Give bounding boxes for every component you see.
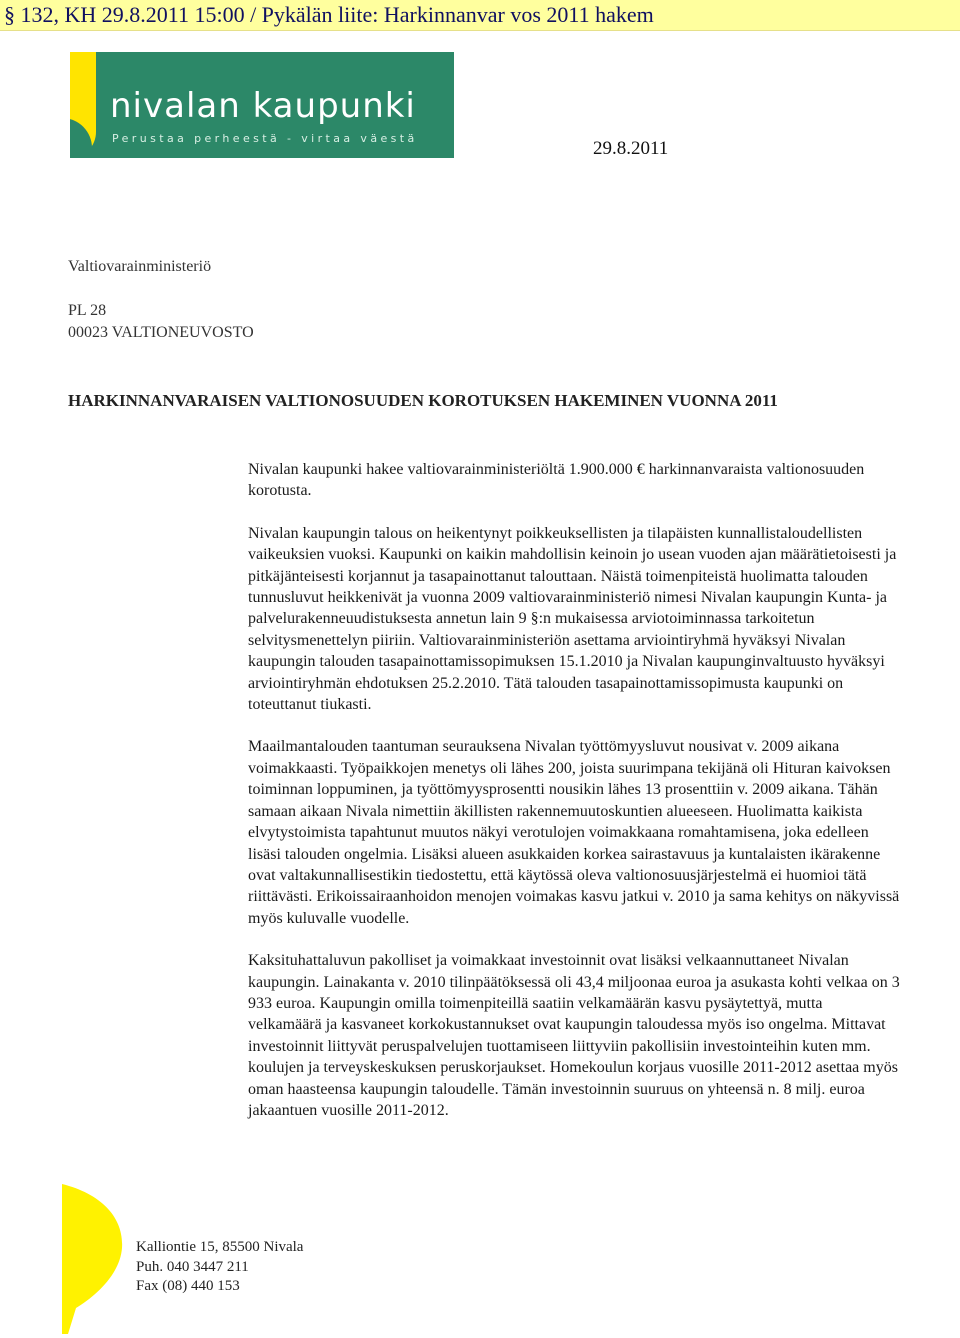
paragraph-request: Nivalan kaupunki hakee valtiovarainministeriöltä 1.900.000 € harkinnanvaraista valtionosuuden korotusta. [248,461,865,500]
letter-body [248,459,900,1142]
letter-subject: HARKINNANVARAISEN VALTIONOSUUDEN KOROTUKSEN HAKEMINEN VUONNA 2011 [68,391,778,410]
letter-date: 29.8.2011 [593,138,669,159]
recipient-address [68,256,254,344]
footer-fax: Fax (08) 440 153 [136,1278,240,1294]
logo-yellow-swoosh [70,52,96,158]
footer-street-address: Kalliontie 15, 85500 Nivala [136,1239,304,1255]
logo-name: nivalan kaupunki [110,86,416,126]
recipient-po-box: PL 28 [68,302,107,319]
document-header-bar [0,0,960,31]
footer-yellow-flag [62,1184,124,1334]
paragraph-economy: Nivalan kaupungin talous on heikentynyt poikkeuksellisten ja tilapäisten kunnallistaloudellisten vaikeuksien vuoksi. Kaupunki on kaikin mahdollisin keinoin jo usean vuoden ajan määrätietoisesti ja pitkäjänteisesti korjannut ja tasapainottanut talouttaan. Näistä toimenpiteistä huolimatta talouden tunnusluvut heikkenivät ja vuonna 2009 valtiovarainministeriö nimesi Nivalan kaupungin Kunta- ja palvelurakenneuudistuksesta annetun lain 9 §:n mukaisessa arviotoiminnassa tarkoitetun selvitysmenettelyn piiriin. Valtiovarainministeriön asettama arviointiryhmä hyväksyi Nivalan kaupungin talouden tasapainottamissopimuksen 15.1.2010 ja Nivalan kaupunginvaltuusto hyväksyi arviointiryhmän ehdotuksen 25.2.2010. Tätä talouden tasapainottamissopimusta kaupunki on toteuttanut tiukasti. [248,524,897,714]
recipient-postal: 00023 VALTIONEUVOSTO [68,324,254,341]
nivala-logo [70,52,454,158]
document-header-text: § 132, KH 29.8.2011 15:00 / Pykälän liite: Harkinnanvar vos 2011 hakem [4,2,654,27]
footer-phone: Puh. 040 3447 211 [136,1258,249,1275]
logo-tagline: Perustaa perheestä - virtaa väestä [112,132,418,145]
paragraph-unemployment: Maailmantalouden taantuman seurauksena Nivalan työttömyysluvut nousivat v. 2009 aikana voimakkaasti. Työpaikkojen menetys oli lähes 200, joista suurimpana tekijänä oli Hituran kaivoksen toiminnan loppuminen, ja työttömyysprosentti nousikin lähes 13 prosenttiin v. 2009 aikana. Tähän samaan aikaan Nivala nimettiin äkillisten rakennemuutoskuntien alueeseen. Huolimatta kaikista elvytystoimista tapahtunut muutos näkyi verotulojen voimakkaana romahtamisena, joka edelleen lisäsi talouden ongelmia. Lisäksi alueen asukkaiden korkea sairastavuus ja kuntalaisten ikärakenne ovat valtakunnallisestikin tiedostettu, että käytössä oleva valtionosuusjärjestelmä ei huomioi tätä riittävästi. Erikoissairaanhoidon menojen voimakas kasvu jatkui v. 2010 ja sama kehitys on näkyvissä myös kuluvalle vuodelle. [248,738,900,927]
footer-address [136,1238,303,1297]
paragraph-investments: Kaksituhattaluvun pakolliset ja voimakkaat investoinnit ovat lisäksi velkaannuttaneet Nivalan kaupungin. Lainakanta v. 2010 tilinpäätöksessä oli 43,4 miljoonaa euroa ja asukasta kohti velkaa on 3 933 euroa. Kaupungin omilla toimenpiteillä saatiin velkamäärän kasvu pysäytettyä, mutta velkamäärä ja kasvaneet korkokustannukset ovat kaupungin taloudessa myös iso ongelma. Mittavat investoinnit liittyvät peruspalvelujen tuottamiseen liittyviin pakollisiin investointeihin kuten mm. koulujen ja terveyskeskuksen peruskorjaukset. Homekoulun korjaus vuosille 2011-2012 asettaa myös oman haasteensa kaupungin taloudelle. Tämän investoinnin suuruus on yhteensä n. 8 milj. euroa jakaantuen vuosille 2011-2012. [248,952,900,1119]
recipient-organization: Valtiovarainministeriö [68,258,212,275]
